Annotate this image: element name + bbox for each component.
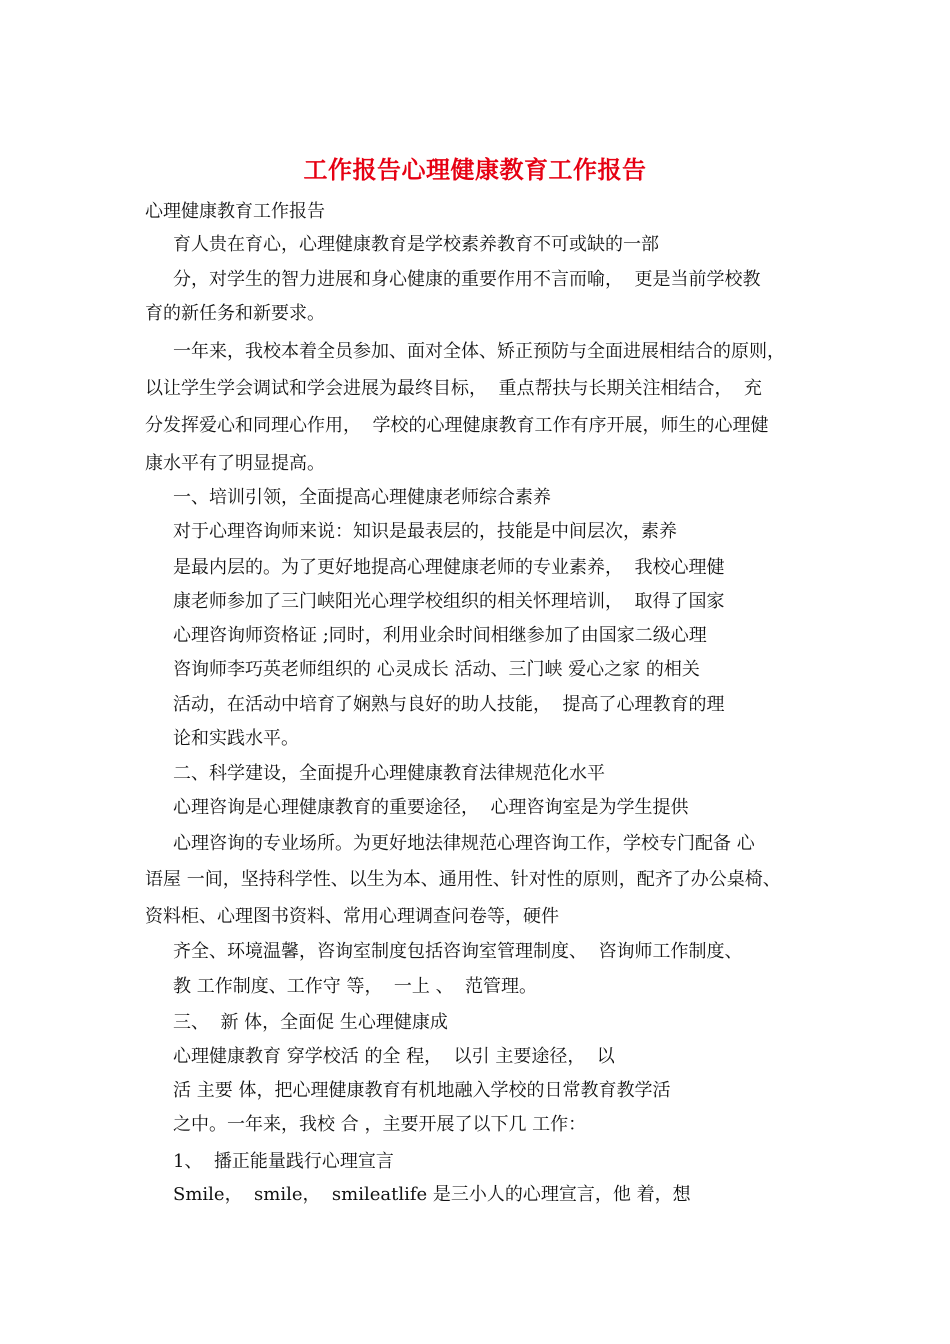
- body-line: 教 工作制度、工作守 等， 一上 、 范管理。: [173, 976, 538, 997]
- body-line: 分发挥爱心和同理心作用， 学校的心理健康教育工作有序开展，师生的心理健: [145, 415, 769, 436]
- body-line: 咨询师李巧英老师组织的 心灵成长 活动、三门峡 爱心之家 的相关: [173, 659, 700, 680]
- body-line: 心理健康教育 穿学校活 的全 程， 以引 主要途径， 以: [173, 1046, 615, 1067]
- body-line: 二、科学建设，全面提升心理健康教育法律规范化水平: [173, 763, 605, 784]
- body-line: 以让学生学会调试和学会进展为最终目标， 重点帮扶与长期关注相结合， 充: [145, 378, 762, 399]
- body-line: 1、 播正能量践行心理宣言: [173, 1151, 394, 1172]
- body-line: 三、 新 体，全面促 生心理健康成: [173, 1012, 448, 1033]
- body-line: 心理咨询师资格证 ;同时，利用业余时间相继参加了由国家二级心理: [173, 625, 707, 646]
- document-title: 工作报告心理健康教育工作报告: [303, 155, 647, 184]
- body-line: 活 主要 体，把心理健康教育有机地融入学校的日常教育教学活: [173, 1080, 671, 1101]
- body-line: 分，对学生的智力进展和身心健康的重要作用不言而喻， 更是当前学校教: [173, 269, 761, 290]
- body-line: 一年来，我校本着全员参加、面对全体、矫正预防与全面进展相结合的原则，: [173, 341, 785, 362]
- body-line: 康水平有了明显提高。: [145, 453, 325, 474]
- body-line: 育人贵在育心，心理健康教育是学校素养教育不可或缺的一部: [173, 234, 659, 255]
- body-line: 齐全、环境温馨，咨询室制度包括咨询室管理制度、 咨询师工作制度、: [173, 941, 743, 962]
- body-line: 对于心理咨询师来说：知识是最表层的，技能是中间层次，素养: [173, 521, 677, 542]
- body-line: 康老师参加了三门峡阳光心理学校组织的相关怀理培训， 取得了国家: [173, 591, 725, 612]
- body-line: 活动，在活动中培育了娴熟与良好的助人技能， 提高了心理教育的理: [173, 694, 725, 715]
- body-line: 之中。一年来，我校 合 ，主要开展了以下几 工作：: [173, 1114, 587, 1135]
- body-line: 一、培训引领，全面提高心理健康老师综合素养: [173, 487, 551, 508]
- body-line: 语屋 一间，坚持科学性、以生为本、通用性、针对性的原则，配齐了办公桌椅、: [145, 869, 781, 890]
- body-line: 论和实践水平。: [173, 728, 299, 749]
- body-line: 资料柜、心理图书资料、常用心理调查问卷等，硬件: [145, 906, 559, 927]
- body-line: 育的新任务和新要求。: [145, 303, 325, 324]
- body-line: 心理咨询是心理健康教育的重要途径， 心理咨询室是为学生提供: [173, 797, 689, 818]
- body-line: 心理健康教育工作报告: [145, 201, 325, 222]
- body-line: 是最内层的。为了更好地提高心理健康老师的专业素养， 我校心理健: [173, 557, 725, 578]
- body-line: Smile， smile， smileatlife 是三小人的心理宣言，他 着，想: [173, 1184, 691, 1205]
- body-line: 心理咨询的专业场所。为更好地法律规范心理咨询工作，学校专门配备 心: [173, 833, 755, 854]
